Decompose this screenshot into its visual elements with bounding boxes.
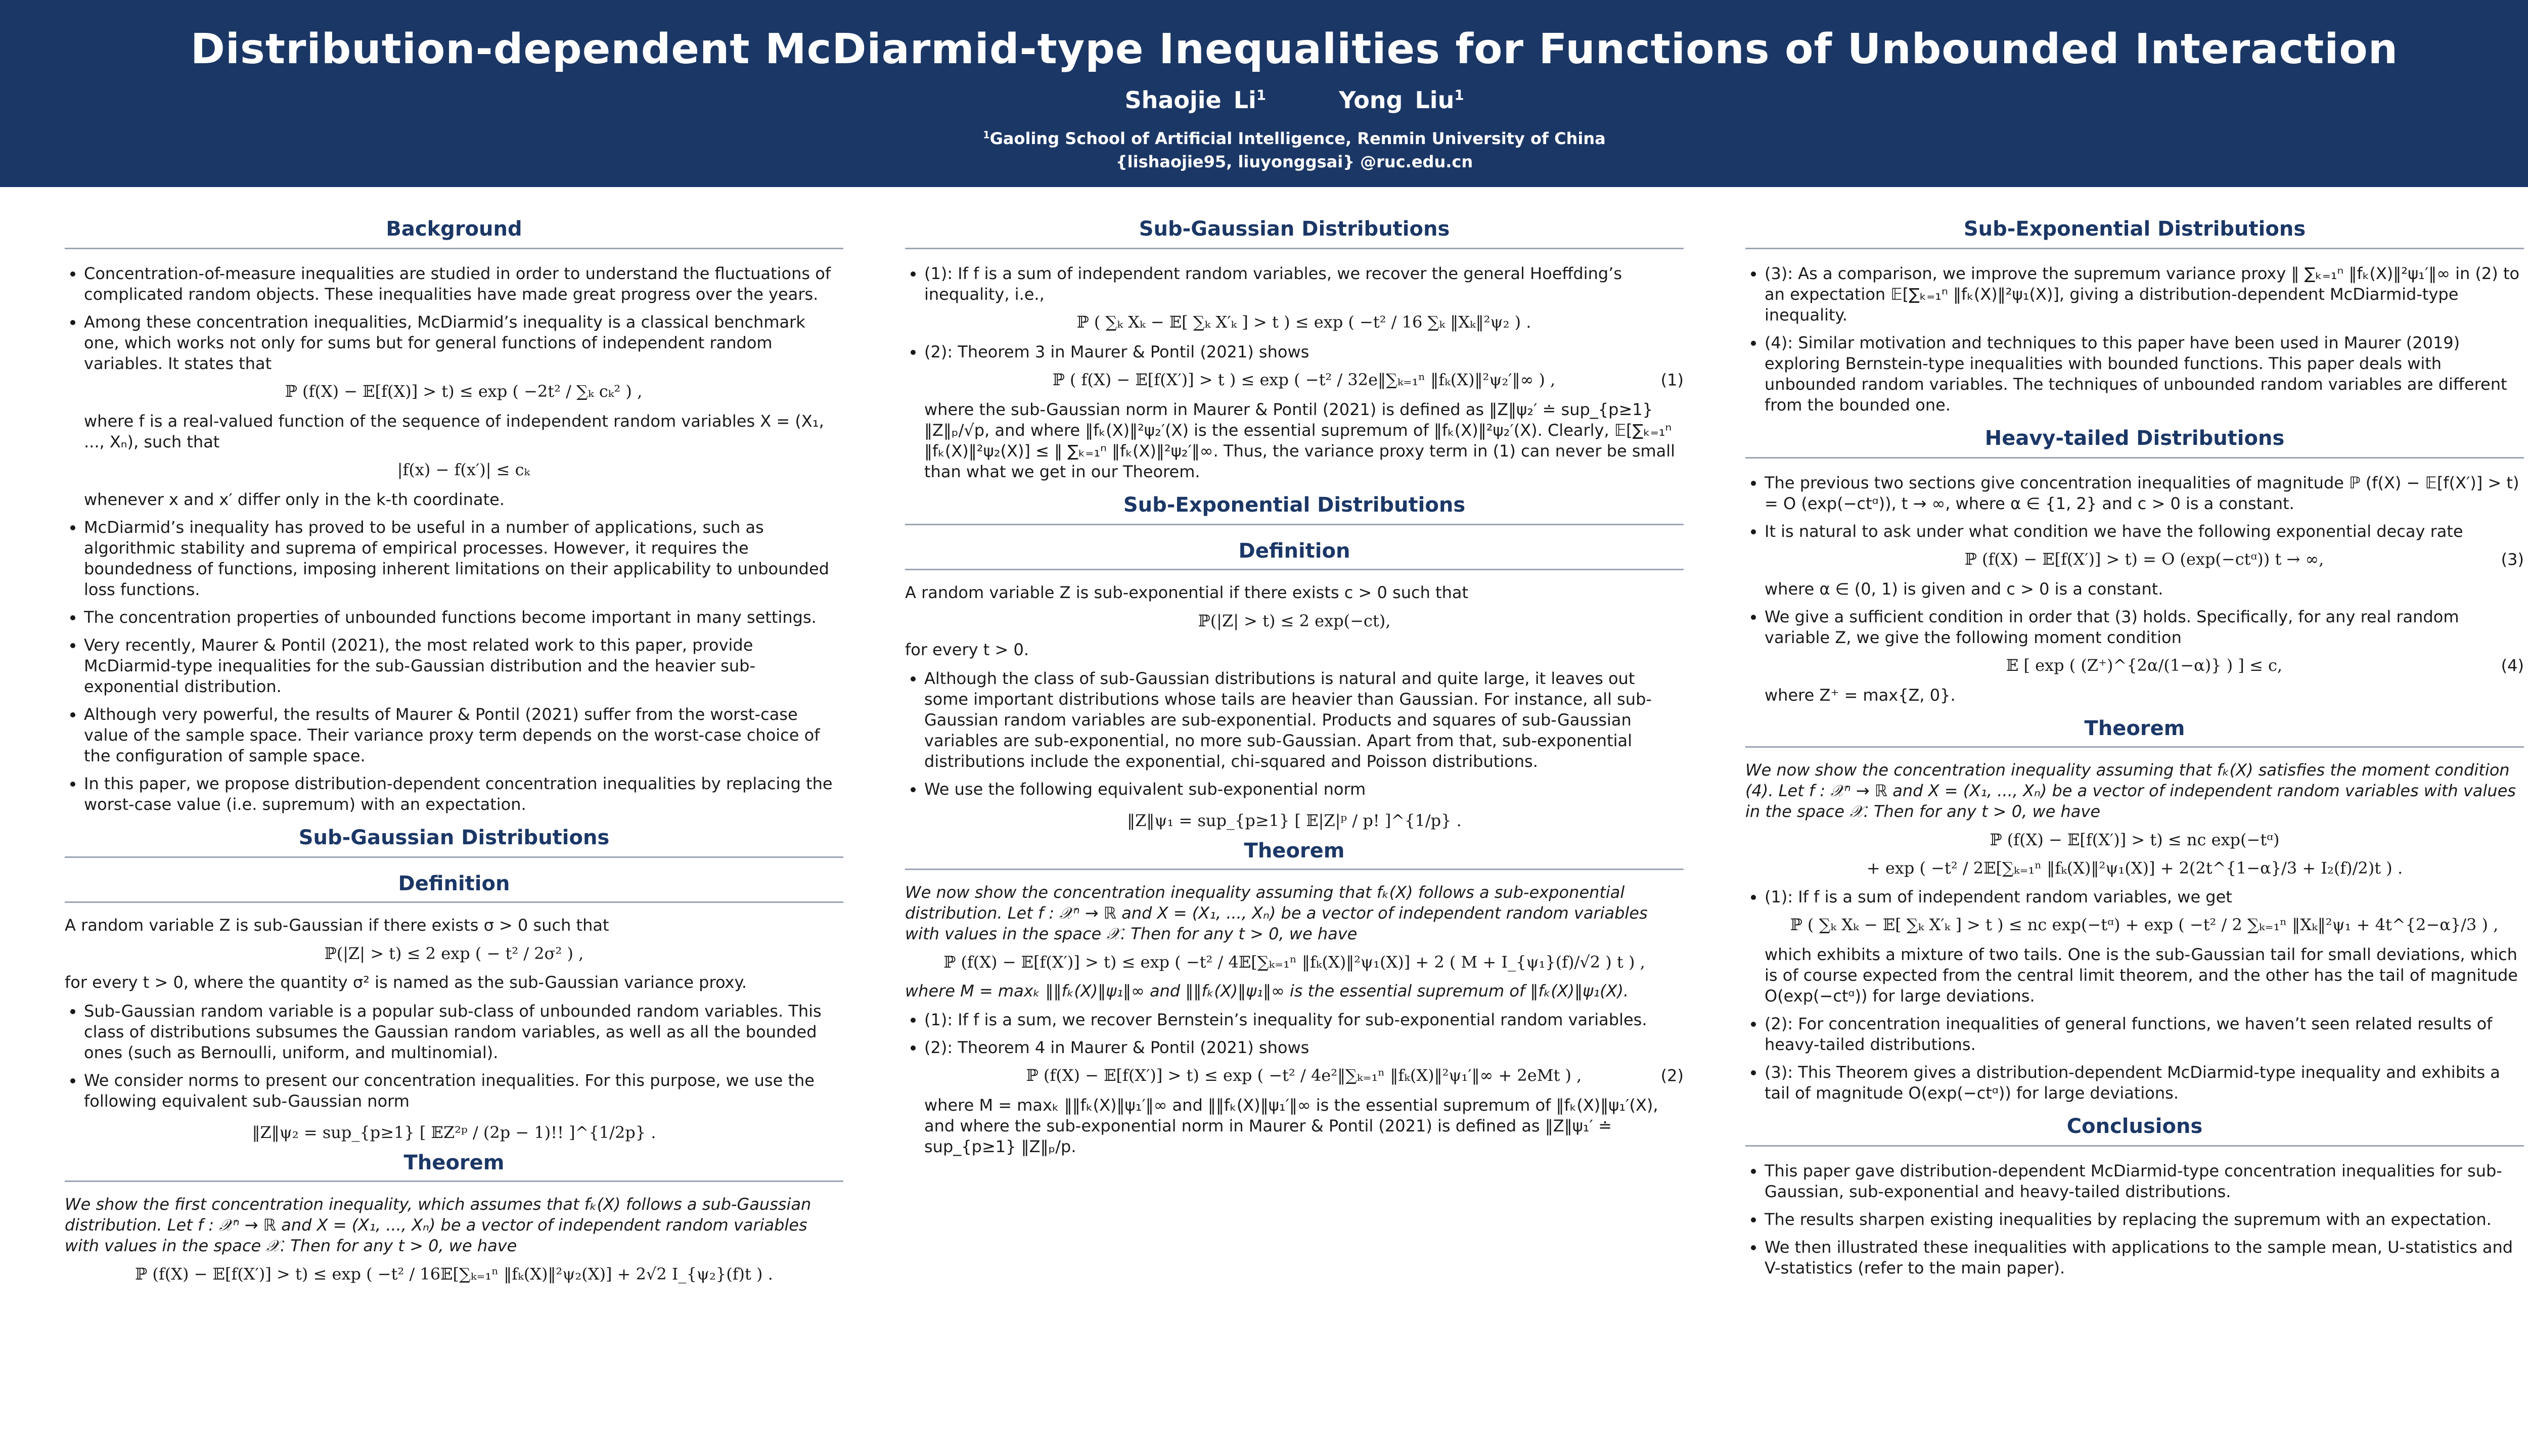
equation-1 — [924, 370, 1684, 390]
equation-number: (1) — [1660, 370, 1684, 389]
poster-header — [0, 0, 2528, 187]
bullet-item — [924, 1037, 1684, 1157]
section-heading-subgaussian: Sub-Gaussian Distributions — [905, 217, 1684, 249]
equation-bounded-difference: |f(x) − f(x′)| ≤ cₖ — [397, 460, 530, 479]
equation-body: ℙ (f(X) − 𝔼[f(X′)] > t) = O (exp(−ctᵅ)) t → ∞, — [1964, 550, 2324, 569]
equation-2 — [924, 1065, 1684, 1086]
author-list — [0, 86, 2528, 114]
author-emails: {lishaojie95, liuyonggsai} @ruc.edu.cn — [1115, 152, 1473, 171]
equation-number: (4) — [2501, 656, 2524, 675]
equation-subgaussian-norm: ‖Z‖ψ₂ = sup_{p≥1} [ 𝔼Z²ᵖ / (2p − 1)!! ]^{1/2p} . — [252, 1123, 656, 1142]
bullet-item — [924, 263, 1684, 333]
bullet-item — [84, 312, 843, 510]
equation-subgaussian-tail: ℙ(|Z| > t) ≤ 2 exp ( − t² / 2σ² ) , — [324, 944, 584, 963]
bullet-text: where α ∈ (0, 1) is given and c > 0 is a constant. — [1765, 579, 2163, 599]
bullet-item: • (1): If f is a sum, we recover Bernstein’s inequality for sub-exponential random variables. — [924, 1010, 1684, 1030]
equation-mcdiarmid: ℙ (f(X) − 𝔼[f(X)] > t) ≤ exp ( −2t² / ∑ₖ cₖ² ) , — [285, 382, 643, 401]
equation-number: (3) — [2501, 550, 2524, 569]
equation-theorem-heavy-line1: ℙ (f(X) − 𝔼[f(X′)] > t) ≤ nc exp(−tᵅ) — [1990, 830, 2280, 849]
equation-subexponential-tail: ℙ(|Z| > t) ≤ 2 exp(−ct), — [1198, 611, 1391, 630]
bullet-item: • In this paper, we propose distribution-dependent concentration inequalities by replacing the worst-case value (i.e. supremum) with an expectation. — [84, 774, 843, 815]
equation-heavy-sum: ℙ ( ∑ₖ Xₖ − 𝔼[ ∑ₖ X′ₖ ] > t ) ≤ nc exp(−tᵅ) + exp ( −t² / 2 ∑ₖ₌₁ⁿ ‖Xₖ‖²ψ₁ + 4t^{2−α}/3 ) , — [1790, 915, 2499, 934]
bullet-item: • Concentration-of-measure inequalities are studied in order to understand the fluctuations of complicated random objects. These inequalities have made great progress over the years. — [84, 263, 843, 305]
bullet-item: • We use the following equivalent sub-exponential norm — [924, 779, 1684, 800]
bullet-item: • (3): As a comparison, we improve the supremum variance proxy ‖ ∑ₖ₌₁ⁿ ‖fₖ(X)‖²ψ₁′‖∞ in (2) to an expectation 𝔼[∑ₖ₌₁ⁿ ‖fₖ(X)‖²ψ₁(X)], giving a distribution-dependent McDiarmid-type inequality. — [1765, 263, 2524, 326]
definition-text: A random variable Z is sub-exponential if there exists c > 0 such that — [905, 583, 1468, 602]
bullet-item: • We consider norms to present our concentration inequalities. For this purpose, we use the following equivalent sub-Gaussian norm — [84, 1070, 843, 1112]
heavy-tailed-remarks-list — [1745, 887, 2524, 1104]
bullet-item — [1765, 607, 2524, 706]
bullet-item — [1765, 887, 2524, 1007]
section-heading-background: Background — [65, 217, 843, 249]
background-list — [65, 263, 843, 815]
subgaussian-list — [65, 1001, 843, 1112]
bullet-text: We give a sufficient condition in order that (3) holds. Specifically, for any real random variable Z, we give the following moment condition — [1765, 607, 2459, 647]
author-name: Shaojie Li — [1124, 86, 1256, 114]
affiliation-text: Gaoling School of Artificial Intelligence, Renmin University of China — [989, 129, 1606, 148]
equation-hoeffding: ℙ ( ∑ₖ Xₖ − 𝔼[ ∑ₖ X′ₖ ] > t ) ≤ exp ( −t² / 16 ∑ₖ ‖Xₖ‖²ψ₂ ) . — [1076, 312, 1531, 332]
bullet-text: (2): Theorem 3 in Maurer & Pontil (2021) shows — [924, 342, 1310, 361]
theorem-text: We now show the concentration inequality assuming that fₖ(X) satisfies the moment condition (4). Let f : 𝒳ⁿ → ℝ and X = (X₁, ..., Xₙ) be a vector of independent random variables with values in the space 𝒳. Then for any t > 0, we have — [1745, 760, 2516, 821]
definition-text: for every t > 0. — [905, 640, 1029, 659]
bullet-text: where f is a real-valued function of the sequence of independent random variables X = (X₁, ..., Xₙ), such that — [84, 412, 824, 451]
equation-body: ℙ (f(X) − 𝔼[f(X′)] > t) ≤ exp ( −t² / 4e²‖∑ₖ₌₁ⁿ ‖fₖ(X)‖²ψ₁′‖∞ + 2eMt ) , — [1026, 1066, 1582, 1085]
column-middle — [905, 212, 1684, 1446]
bullet-text: Among these concentration inequalities, McDiarmid’s inequality is a classical benchmark one, which works not only for sums but for general functions of independent random variables. It states that — [84, 312, 805, 373]
bullet-text: which exhibits a mixture of two tails. One is the sub-Gaussian tail for small deviations, which is of course expected from the central limit theorem, and the other has the tail of magnitude O(exp(−ctᵅ)) for large deviations. — [1765, 945, 2518, 1006]
heavy-tailed-list — [1745, 473, 2524, 706]
theorem-text: We show the first concentration inequality, which assumes that fₖ(X) follows a sub-Gaussian distribution. Let f : 𝒳ⁿ → ℝ and X = (X₁, ..., Xₙ) be a vector of independent random variables with values in the space 𝒳. Then for any t > 0, we have — [65, 1195, 811, 1255]
equation-body: ℙ ( f(X) − 𝔼[f(X′)] > t ) ≤ exp ( −t² / 32e‖∑ₖ₌₁ⁿ ‖fₖ(X)‖²ψ₂′‖∞ ) , — [1052, 370, 1556, 389]
subexponential-remarks-list — [905, 1010, 1684, 1157]
affiliation — [0, 129, 2528, 148]
section-heading-subexponential: Sub-Exponential Distributions — [905, 493, 1684, 525]
bullet-item: • Although the class of sub-Gaussian distributions is natural and quite large, it leaves out some important distributions whose tails are heavier than Gaussian. For instance, all sub-Gaussian random variables are sub-exponential. Products and squares of sub-Gaussian variables are sub-exponential, no more sub-Gaussian. Apart from that, sub-exponential distributions include the exponential, chi-squared and Poisson distributions. — [924, 668, 1684, 772]
bullet-text: (1): If f is a sum of independent random variables, we recover the general Hoeffding’s inequality, i.e., — [924, 264, 1622, 304]
subsection-heading-theorem: Theorem — [65, 1151, 843, 1182]
bullet-text: where M = maxₖ ‖‖fₖ(X)‖ψ₁′‖∞ and ‖‖fₖ(X)‖ψ₁′‖∞ is the essential supremum of ‖fₖ(X)‖ψ₁′(X), and where the sub-exponential norm in Maurer & Pontil (2021) is defined as ‖Z‖ψ₁′ ≐ sup_{p≥1} ‖Z‖ₚ/p. — [924, 1096, 1658, 1156]
bullet-text: (2): Theorem 4 in Maurer & Pontil (2021) shows — [924, 1038, 1310, 1057]
subsection-heading-theorem: Theorem — [905, 839, 1684, 870]
section-heading-heavy-tailed: Heavy-tailed Distributions — [1745, 427, 2524, 459]
section-heading-subgaussian: Sub-Gaussian Distributions — [65, 826, 843, 858]
definition-text: A random variable Z is sub-Gaussian if there exists σ > 0 such that — [65, 916, 609, 935]
equation-theorem-heavy-line2: + exp ( −t² / 2𝔼[∑ₖ₌₁ⁿ ‖fₖ(X)‖²ψ₁(X)] + 2(2t^{1−α}/3 + I₂(f)/2)t ) . — [1866, 858, 2403, 878]
bullet-item: • Sub-Gaussian random variable is a popular sub-class of unbounded random variables. This class of distributions subsumes the Gaussian random variables, as well as all the bounded ones (such as Bernoulli, uniform, and multinomial). — [84, 1001, 843, 1063]
conclusions-list — [1745, 1161, 2524, 1279]
affiliation-mark: 1 — [983, 129, 990, 141]
bullet-item: • (4): Similar motivation and techniques to this paper have been used in Maurer (2019) exploring Bernstein-type inequalities with bounded functions. This paper deals with unbounded random variables. The techniques of unbounded random variables are different from the bounded one. — [1765, 333, 2524, 416]
author-affil-mark: 1 — [1454, 86, 1464, 104]
bullet-text: (1): If f is a sum of independent random variables, we get — [1765, 887, 2232, 906]
author-name: Yong Liu — [1339, 86, 1455, 114]
equation-theorem-subexponential: ℙ (f(X) − 𝔼[f(X′)] > t) ≤ exp ( −t² / 4𝔼[∑ₖ₌₁ⁿ ‖fₖ(X)‖²ψ₁(X)] + 2 ( M + I_{ψ₁}(f)/√2 ) t ) , — [943, 952, 1645, 972]
bullet-text: where the sub-Gaussian norm in Maurer & Pontil (2021) is defined as ‖Z‖ψ₂′ ≐ sup_{p≥1} ‖Z‖ₚ/√p, and where ‖fₖ(X)‖²ψ₂′(X) is the essential supremum of ‖fₖ(X)‖²ψ₂′(X). Clearly, 𝔼[∑ₖ₌₁ⁿ ‖fₖ(X)‖²ψ₂(X)] ≤ ‖ ∑ₖ₌₁ⁿ ‖fₖ(X)‖²ψ₂′‖∞. Thus, the variance proxy term in (1) can never be small than what we get in our Theorem. — [924, 400, 1676, 481]
bullet-item: • Very recently, Maurer & Pontil (2021), the most related work to this paper, provide McDiarmid-type inequalities for the sub-Gaussian distribution and the heavier sub-exponential distribution. — [84, 635, 843, 697]
equation-3 — [1765, 549, 2524, 570]
theorem-text: We now show the concentration inequality assuming that fₖ(X) follows a sub-exponential distribution. Let f : 𝒳ⁿ → ℝ and X = (X₁, ..., Xₙ) be a vector of independent random variables with values in the space 𝒳. Then for any t > 0, we have — [905, 883, 1648, 943]
poster-title: Distribution-dependent McDiarmid-type Inequalities for Functions of Unbounded Interaction — [190, 25, 2399, 73]
subsection-heading-theorem: Theorem — [1745, 717, 2524, 748]
bullet-text: It is natural to ask under what condition we have the following exponential decay rate — [1765, 522, 2463, 541]
subexponential-remarks-list — [1745, 263, 2524, 416]
bullet-item: • McDiarmid’s inequality has proved to be useful in a number of applications, such as algorithmic stability and suprema of empirical processes. However, it requires the boundedness of functions, imposing inherent limitations on their applicability to unbounded loss functions. — [84, 517, 843, 600]
section-heading-conclusions: Conclusions — [1745, 1115, 2524, 1147]
bullet-item: • The results sharpen existing inequalities by replacing the supremum with an expectation. — [1765, 1209, 2524, 1230]
definition-text: for every t > 0, where the quantity σ² is named as the sub-Gaussian variance proxy. — [65, 973, 747, 992]
bullet-item: • Although very powerful, the results of Maurer & Pontil (2021) suffer from the worst-case value of the sample space. Their variance proxy term depends on the worst-case choice of the configuration of sample space. — [84, 704, 843, 766]
section-heading-subexponential: Sub-Exponential Distributions — [1745, 217, 2524, 249]
equation-subexponential-norm: ‖Z‖ψ₁ = sup_{p≥1} [ 𝔼|Z|ᵖ / p! ]^{1/p} . — [1127, 811, 1462, 830]
equation-4 — [1765, 655, 2524, 676]
equation-body: 𝔼 [ exp ( (Z⁺)^{2α/(1−α)} ) ] ≤ c, — [2006, 656, 2283, 675]
bullet-item: • We then illustrated these inequalities with applications to the sample mean, U-statistics and V-statistics (refer to the main paper). — [1765, 1237, 2524, 1279]
column-left — [65, 212, 843, 1446]
theorem-where-text: where M = maxₖ ‖‖fₖ(X)‖ψ₁‖∞ and ‖‖fₖ(X)‖ψ₁‖∞ is the essential supremum of ‖fₖ(X)‖ψ₁(X). — [905, 981, 1629, 1000]
author-affil-mark: 1 — [1256, 86, 1267, 104]
bullet-item: • (3): This Theorem gives a distribution-dependent McDiarmid-type inequality and exhibits a tail of magnitude O(exp(−ctᵅ)) for large deviations. — [1765, 1062, 2524, 1104]
bullet-item — [924, 342, 1684, 482]
column-right — [1745, 212, 2524, 1446]
subsection-heading-definition: Definition — [65, 872, 843, 903]
subgaussian-remarks-list — [905, 263, 1684, 482]
bullet-item: • (2): For concentration inequalities of general functions, we haven’t seen related results of heavy-tailed distributions. — [1765, 1014, 2524, 1055]
subexponential-list — [905, 668, 1684, 800]
bullet-text: where Z⁺ = max{Z, 0}. — [1765, 686, 1956, 705]
bullet-text: whenever x and x′ differ only in the k-th coordinate. — [84, 490, 505, 509]
subsection-heading-definition: Definition — [905, 539, 1684, 570]
bullet-item — [1765, 521, 2524, 600]
bullet-item: • The previous two sections give concentration inequalities of magnitude ℙ (f(X) − 𝔼[f(X′)] > t) = O (exp(−ctᵅ)), t → ∞, where α ∈ {1, 2} and c > 0 is a constant. — [1765, 473, 2524, 514]
equation-theorem-subgaussian: ℙ (f(X) − 𝔼[f(X′)] > t) ≤ exp ( −t² / 16𝔼[∑ₖ₌₁ⁿ ‖fₖ(X)‖²ψ₂(X)] + 2√2 I_{ψ₂}(f)t ) . — [135, 1264, 773, 1284]
bullet-item: • The concentration properties of unbounded functions become important in many settings. — [84, 607, 843, 628]
equation-number: (2) — [1660, 1066, 1684, 1085]
bullet-item: • This paper gave distribution-dependent McDiarmid-type concentration inequalities for sub-Gaussian, sub-exponential and heavy-tailed distributions. — [1765, 1161, 2524, 1202]
